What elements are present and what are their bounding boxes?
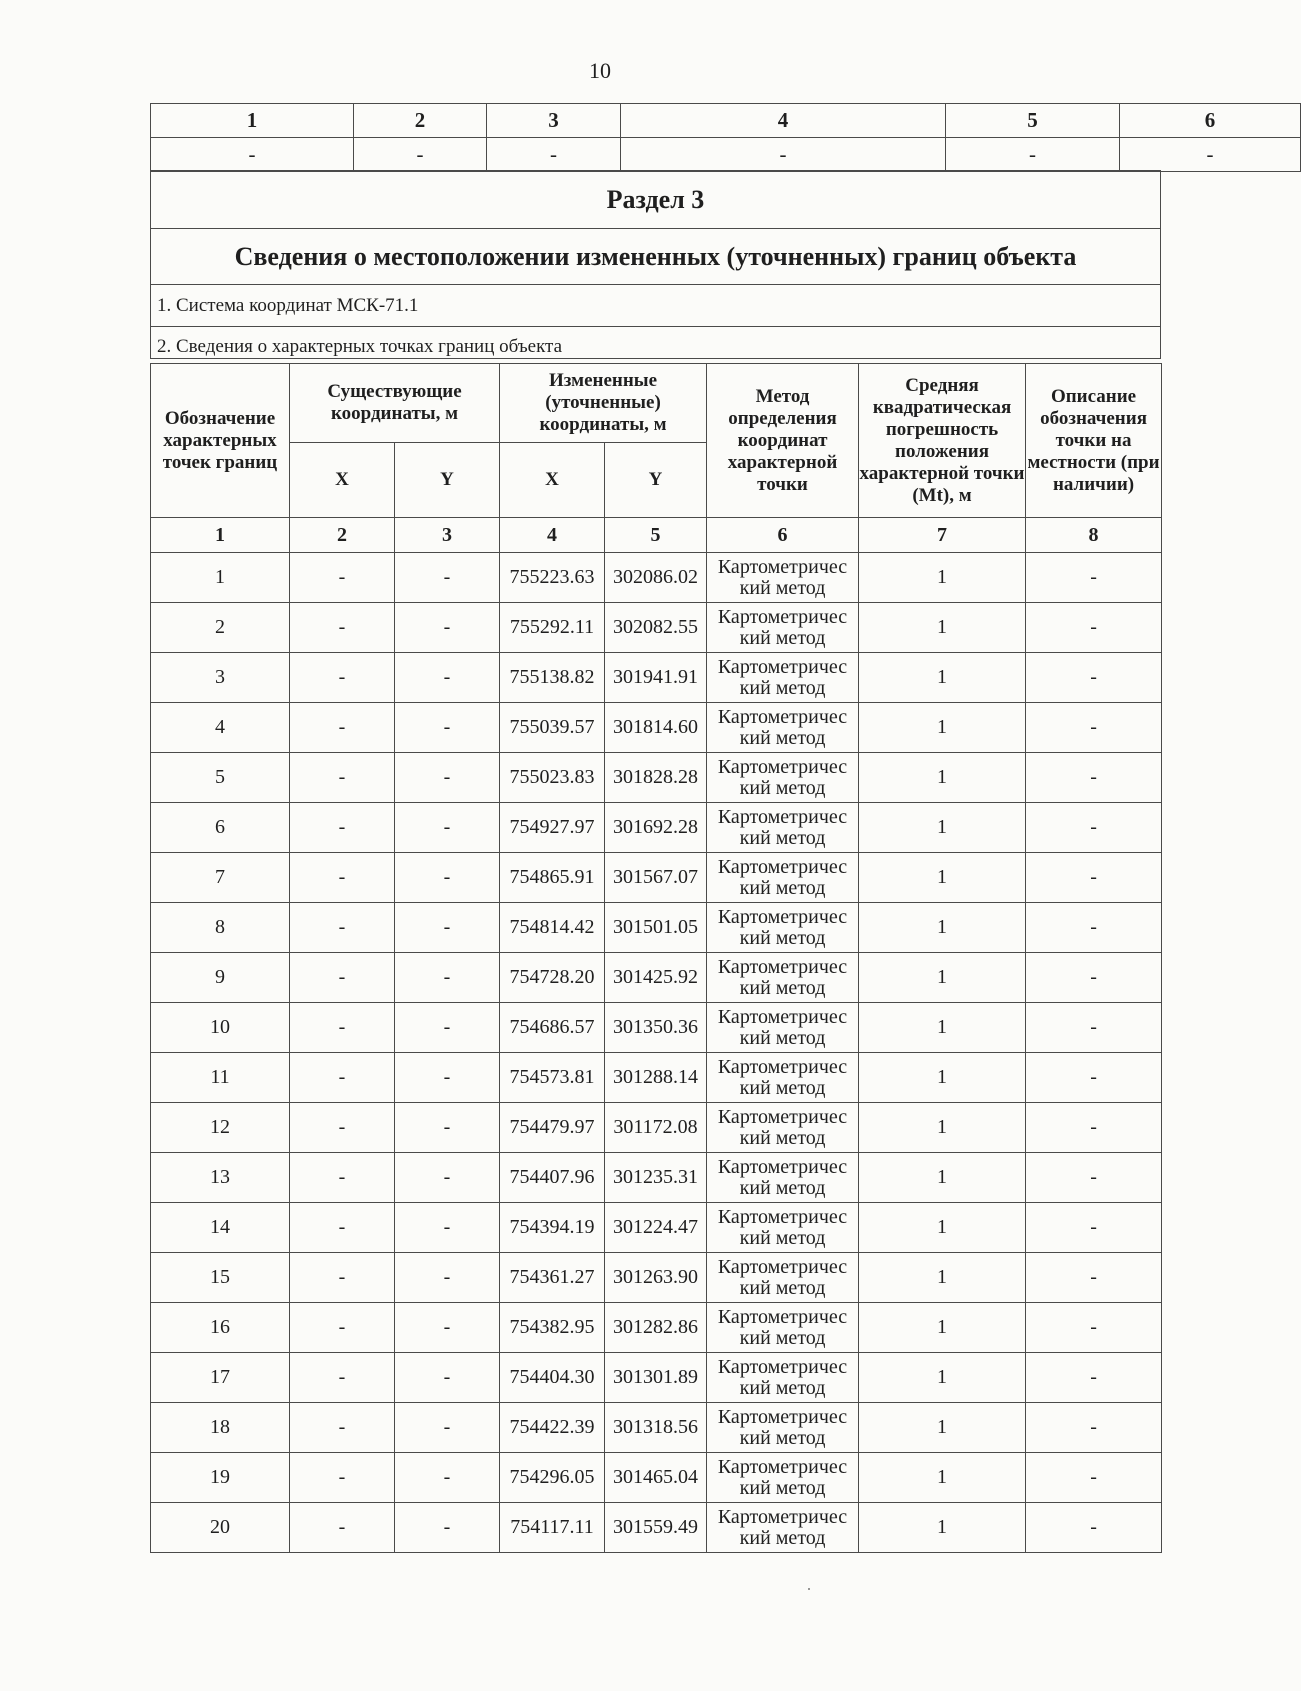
cell-ex: - (290, 803, 395, 853)
col-number: 1 (151, 518, 290, 553)
cell-ey: - (395, 1053, 500, 1103)
cell-mt: 1 (859, 1453, 1026, 1503)
table-row (151, 1503, 1162, 1553)
cell-n: 18 (151, 1403, 290, 1453)
section-subtitle: Сведения о местоположении измененных (уточненных) границ объекта (151, 229, 1161, 285)
cell-y: 301282.86 (605, 1303, 707, 1353)
cell-mt: 1 (859, 903, 1026, 953)
cell-ex: - (290, 1503, 395, 1553)
cell-y: 301465.04 (605, 1453, 707, 1503)
data-cell: - (946, 138, 1120, 172)
cell-method: Картометричес кий метод (707, 553, 859, 603)
table-row (151, 553, 1162, 603)
cell-desc: - (1026, 753, 1162, 803)
page-number: 10 (589, 58, 611, 83)
col-number: 6 (707, 518, 859, 553)
cell-ex: - (290, 1253, 395, 1303)
cell-desc: - (1026, 953, 1162, 1003)
cell-method: Картометричес кий метод (707, 1003, 859, 1053)
sub-x-header: X (500, 443, 605, 518)
cell-ex: - (290, 953, 395, 1003)
cell-ex: - (290, 653, 395, 703)
cell-mt: 1 (859, 1103, 1026, 1153)
cell-mt: 1 (859, 753, 1026, 803)
cell-ex: - (290, 1153, 395, 1203)
cell-method: Картометричес кий метод (707, 653, 859, 703)
cell-n: 5 (151, 753, 290, 803)
cell-x: 754927.97 (500, 803, 605, 853)
cell-y: 301559.49 (605, 1503, 707, 1553)
cell-y: 301425.92 (605, 953, 707, 1003)
table-row (151, 603, 1162, 653)
cell-x: 754814.42 (500, 903, 605, 953)
cell-method: Картометричес кий метод (707, 1203, 859, 1253)
table-row (151, 1053, 1162, 1103)
cell-y: 302086.02 (605, 553, 707, 603)
cell-method: Картометричес кий метод (707, 853, 859, 903)
data-cell: - (1120, 138, 1301, 172)
cell-ex: - (290, 1203, 395, 1253)
cell-x: 754573.81 (500, 1053, 605, 1103)
scan-speck (808, 1588, 810, 1590)
cell-method: Картометричес кий метод (707, 903, 859, 953)
cell-ex: - (290, 1053, 395, 1103)
data-cell: - (621, 138, 946, 172)
cell-desc: - (1026, 1253, 1162, 1303)
cell-n: 12 (151, 1103, 290, 1153)
data-cell: - (354, 138, 487, 172)
cell-n: 11 (151, 1053, 290, 1103)
cell-desc: - (1026, 1403, 1162, 1453)
col-number: 4 (500, 518, 605, 553)
table-row (151, 1353, 1162, 1403)
col-description-header: Описание обозначения точки на местности (при наличии) (1026, 364, 1162, 518)
col-existing-header: Существующие координаты, м (290, 364, 500, 443)
table-row (151, 903, 1162, 953)
col-number: 2 (290, 518, 395, 553)
cell-method: Картометричес кий метод (707, 1303, 859, 1353)
cell-y: 301941.91 (605, 653, 707, 703)
cell-y: 301350.36 (605, 1003, 707, 1053)
cell-ey: - (395, 953, 500, 1003)
cell-n: 7 (151, 853, 290, 903)
cell-x: 754422.39 (500, 1403, 605, 1453)
cell-x: 754361.27 (500, 1253, 605, 1303)
cell-y: 301263.90 (605, 1253, 707, 1303)
cell-method: Картометричес кий метод (707, 1103, 859, 1153)
cell-desc: - (1026, 1203, 1162, 1253)
cell-n: 9 (151, 953, 290, 1003)
cell-mt: 1 (859, 1153, 1026, 1203)
cell-mt: 1 (859, 953, 1026, 1003)
cell-x: 754296.05 (500, 1453, 605, 1503)
data-cell: - (151, 138, 354, 172)
cell-method: Картометричес кий метод (707, 753, 859, 803)
cell-ex: - (290, 553, 395, 603)
cell-y: 301235.31 (605, 1153, 707, 1203)
cell-ey: - (395, 903, 500, 953)
cell-mt: 1 (859, 653, 1026, 703)
cell-x: 754394.19 (500, 1203, 605, 1253)
header-cell: 4 (621, 104, 946, 138)
cell-mt: 1 (859, 853, 1026, 903)
points-table-body (151, 553, 1162, 1553)
cell-y: 301814.60 (605, 703, 707, 753)
sub-y-header: Y (395, 443, 500, 518)
cell-n: 16 (151, 1303, 290, 1353)
continuation-header-row (151, 104, 1301, 138)
cell-ey: - (395, 603, 500, 653)
col-changed-header: Измененные (уточненные) координаты, м (500, 364, 707, 443)
continuation-table (150, 103, 1301, 172)
cell-mt: 1 (859, 1403, 1026, 1453)
cell-ey: - (395, 653, 500, 703)
cell-ex: - (290, 603, 395, 653)
cell-y: 302082.55 (605, 603, 707, 653)
cell-method: Картометричес кий метод (707, 1453, 859, 1503)
cell-mt: 1 (859, 1303, 1026, 1353)
table-row (151, 1403, 1162, 1453)
cell-ex: - (290, 853, 395, 903)
col-error-header: Средняя квадратическая погрешность положения характерной точки (Mt), м (859, 364, 1026, 518)
cell-desc: - (1026, 1053, 1162, 1103)
cell-desc: - (1026, 1303, 1162, 1353)
cell-n: 1 (151, 553, 290, 603)
col-point-header: Обозначение характерных точек границ (151, 364, 290, 518)
cell-desc: - (1026, 803, 1162, 853)
cell-desc: - (1026, 853, 1162, 903)
cell-n: 17 (151, 1353, 290, 1403)
cell-mt: 1 (859, 803, 1026, 853)
cell-ex: - (290, 753, 395, 803)
cell-desc: - (1026, 1503, 1162, 1553)
cell-n: 2 (151, 603, 290, 653)
cell-ey: - (395, 1403, 500, 1453)
cell-desc: - (1026, 603, 1162, 653)
cell-y: 301301.89 (605, 1353, 707, 1403)
cell-ey: - (395, 1303, 500, 1353)
cell-mt: 1 (859, 603, 1026, 653)
table-row (151, 703, 1162, 753)
table-row (151, 1453, 1162, 1503)
table-row (151, 1103, 1162, 1153)
cell-desc: - (1026, 703, 1162, 753)
sub-y-header: Y (605, 443, 707, 518)
cell-ex: - (290, 903, 395, 953)
cell-desc: - (1026, 1453, 1162, 1503)
cell-method: Картометричес кий метод (707, 1253, 859, 1303)
cell-ey: - (395, 703, 500, 753)
cell-y: 301224.47 (605, 1203, 707, 1253)
cell-x: 754404.30 (500, 1353, 605, 1403)
cell-ey: - (395, 1503, 500, 1553)
section-title: Раздел 3 (151, 171, 1161, 229)
cell-mt: 1 (859, 1003, 1026, 1053)
table-row (151, 1303, 1162, 1353)
cell-method: Картометричес кий метод (707, 953, 859, 1003)
table-row (151, 1003, 1162, 1053)
cell-mt: 1 (859, 1353, 1026, 1403)
header-cell: 2 (354, 104, 487, 138)
cell-y: 301692.28 (605, 803, 707, 853)
cell-n: 10 (151, 1003, 290, 1053)
cell-ey: - (395, 803, 500, 853)
cell-y: 301828.28 (605, 753, 707, 803)
table-row (151, 1253, 1162, 1303)
cell-n: 19 (151, 1453, 290, 1503)
cell-ey: - (395, 853, 500, 903)
cell-mt: 1 (859, 1053, 1026, 1103)
cell-x: 754479.97 (500, 1103, 605, 1153)
cell-ex: - (290, 1353, 395, 1403)
cell-y: 301501.05 (605, 903, 707, 953)
cell-method: Картометричес кий метод (707, 1403, 859, 1453)
section-header (150, 170, 1161, 359)
table-row (151, 953, 1162, 1003)
col-number: 3 (395, 518, 500, 553)
points-caption: 2. Сведения о характерных точках границ объекта (151, 327, 1161, 359)
cell-n: 6 (151, 803, 290, 853)
cell-ex: - (290, 703, 395, 753)
cell-x: 755138.82 (500, 653, 605, 703)
cell-ey: - (395, 1353, 500, 1403)
cell-n: 13 (151, 1153, 290, 1203)
cell-y: 301172.08 (605, 1103, 707, 1153)
cell-ey: - (395, 1253, 500, 1303)
cell-ey: - (395, 553, 500, 603)
header-cell: 1 (151, 104, 354, 138)
cell-method: Картометричес кий метод (707, 1153, 859, 1203)
cell-ex: - (290, 1003, 395, 1053)
cell-mt: 1 (859, 1253, 1026, 1303)
data-cell: - (487, 138, 621, 172)
header-cell: 5 (946, 104, 1120, 138)
cell-method: Картометричес кий метод (707, 803, 859, 853)
cell-method: Картометричес кий метод (707, 603, 859, 653)
points-table (150, 363, 1162, 1553)
table-row (151, 1203, 1162, 1253)
header-cell: 3 (487, 104, 621, 138)
cell-ex: - (290, 1403, 395, 1453)
cell-x: 755039.57 (500, 703, 605, 753)
cell-mt: 1 (859, 553, 1026, 603)
cell-x: 755223.63 (500, 553, 605, 603)
cell-y: 301567.07 (605, 853, 707, 903)
sub-x-header: X (290, 443, 395, 518)
cell-desc: - (1026, 1353, 1162, 1403)
cell-ey: - (395, 753, 500, 803)
col-number: 8 (1026, 518, 1162, 553)
cell-desc: - (1026, 1153, 1162, 1203)
cell-n: 4 (151, 703, 290, 753)
cell-desc: - (1026, 653, 1162, 703)
cell-ey: - (395, 1103, 500, 1153)
continuation-data-row (151, 138, 1301, 172)
cell-n: 8 (151, 903, 290, 953)
cell-n: 3 (151, 653, 290, 703)
cell-ex: - (290, 1103, 395, 1153)
cell-desc: - (1026, 1103, 1162, 1153)
cell-method: Картометричес кий метод (707, 1503, 859, 1553)
cell-ex: - (290, 1303, 395, 1353)
cell-desc: - (1026, 1003, 1162, 1053)
cell-mt: 1 (859, 1503, 1026, 1553)
cell-x: 754382.95 (500, 1303, 605, 1353)
cell-x: 755023.83 (500, 753, 605, 803)
cell-ey: - (395, 1203, 500, 1253)
cell-n: 20 (151, 1503, 290, 1553)
cell-ey: - (395, 1453, 500, 1503)
cell-x: 754686.57 (500, 1003, 605, 1053)
col-number: 7 (859, 518, 1026, 553)
cell-y: 301288.14 (605, 1053, 707, 1103)
cell-x: 754728.20 (500, 953, 605, 1003)
table-row (151, 1153, 1162, 1203)
coordinate-system: 1. Система координат МСК-71.1 (151, 285, 1161, 327)
table-row (151, 853, 1162, 903)
cell-ey: - (395, 1003, 500, 1053)
cell-y: 301318.56 (605, 1403, 707, 1453)
header-cell: 6 (1120, 104, 1301, 138)
cell-ex: - (290, 1453, 395, 1503)
cell-x: 755292.11 (500, 603, 605, 653)
cell-x: 754407.96 (500, 1153, 605, 1203)
table-row (151, 753, 1162, 803)
cell-desc: - (1026, 553, 1162, 603)
cell-mt: 1 (859, 703, 1026, 753)
cell-method: Картометричес кий метод (707, 1053, 859, 1103)
cell-method: Картометричес кий метод (707, 703, 859, 753)
col-method-header: Метод определения координат характерной точки (707, 364, 859, 518)
cell-n: 15 (151, 1253, 290, 1303)
cell-method: Картометричес кий метод (707, 1353, 859, 1403)
col-number: 5 (605, 518, 707, 553)
cell-x: 754865.91 (500, 853, 605, 903)
cell-ey: - (395, 1153, 500, 1203)
cell-n: 14 (151, 1203, 290, 1253)
cell-x: 754117.11 (500, 1503, 605, 1553)
cell-mt: 1 (859, 1203, 1026, 1253)
table-row (151, 653, 1162, 703)
table-row (151, 803, 1162, 853)
cell-desc: - (1026, 903, 1162, 953)
